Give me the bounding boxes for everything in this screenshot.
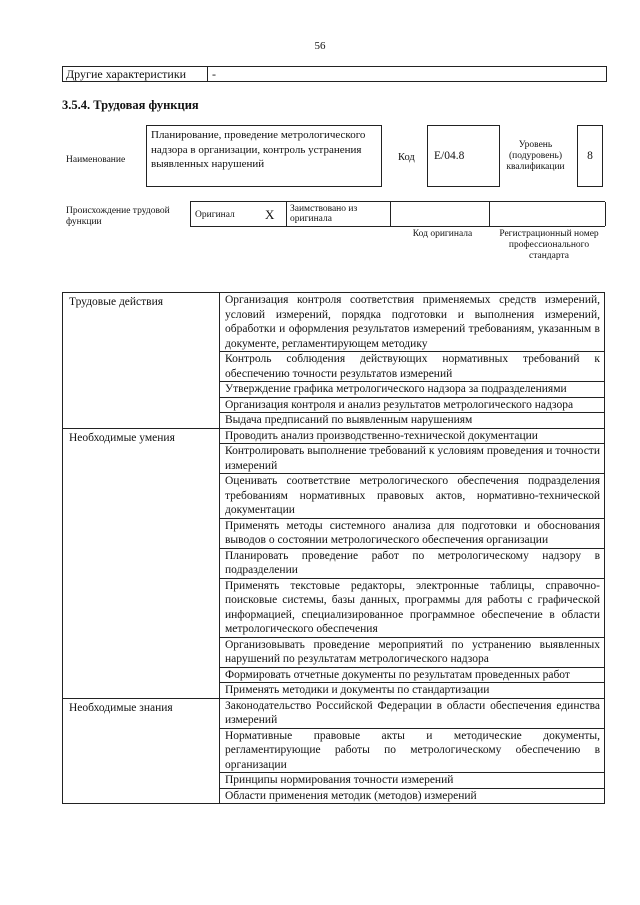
section-item: Проводить анализ производственно-технической документации [220,428,605,444]
section-item: Утверждение графика метрологического надзора за подразделениями [220,382,605,398]
section-item: Применять методики и документы по стандартизации [220,683,605,699]
section-item: Организовывать проведение мероприятий по устранению выявленных нарушений по результатам метрологического надзора [220,637,605,667]
registration-number-cell [490,202,606,226]
section-item: Применять текстовые редакторы, электронные таблицы, справочно-поисковые системы, базы данных, программы для работы с графической информацией, специализированное программное обеспечение в области метрологического обеспечения [220,578,605,637]
borrowed-label: Заимствовано из оригинала [287,202,391,226]
origin-label: Происхождение трудовой функции [66,206,170,227]
table-row [63,698,605,728]
section-item: Оценивать соответствие метрологического обеспечения подразделения требованиям нормативных правовых актов, нормативно-технической документации [220,474,605,519]
original-cell [191,202,287,226]
section-item: Планировать проведение работ по метрологическому надзору в подразделении [220,548,605,578]
section-category-label: Необходимые знания [63,698,220,804]
table-row [63,293,605,352]
original-code-cell [392,202,490,226]
section-item: Формировать отчетные документы по результатам проведенных работ [220,667,605,683]
other-characteristics-label: Другие характеристики [63,67,208,81]
section-category-label: Трудовые действия [63,293,220,429]
original-code-caption: Код оригинала [412,229,473,239]
section-item: Организация контроля соответствия применяемых средств измерений, условий измерений, порядка подготовки и выполнения измерений, обработки и оформления результатов измерений требованиям, указанным в документе, регламентирующем методику [220,293,605,352]
code-label: Код [398,152,415,163]
page-number: 56 [314,40,326,52]
section-item: Контроль соблюдения действующих нормативных требований к обеспечению точности результатов измерений [220,352,605,382]
registration-number-caption: Регистрационный номер профессионального стандарта [499,229,599,261]
labor-function-table [62,292,605,804]
table-row [63,428,605,444]
qualification-level-label: Уровень (подуровень) квалификации [506,140,565,172]
section-item: Законодательство Российской Федерации в области обеспечения единства измерений [220,698,605,728]
section-item: Выдача предписаний по выявленным нарушениям [220,413,605,429]
code-value: E/04.8 [427,125,500,187]
origin-row [190,201,605,227]
section-item: Применять методы системного анализа для подготовки и обоснования выводов о состоянии метрологического обеспечения организации [220,518,605,548]
section-item: Контролировать выполнение требований к условиям проведения и точности измерений [220,444,605,474]
section-item: Принципы нормирования точности измерений [220,773,605,789]
name-label: Наименование [66,155,126,165]
section-item: Области применения методик (методов) измерений [220,788,605,804]
function-name: Планирование, проведение метрологического надзора в организации, контроль устранения выявленных нарушений [146,125,382,187]
section-title: 3.5.4. Трудовая функция [62,98,199,112]
other-characteristics-row [62,66,607,82]
section-item: Организация контроля и анализ результатов метрологического надзора [220,397,605,413]
original-label: Оригинал [195,210,235,220]
qualification-level-value: 8 [577,125,603,187]
other-characteristics-value: - [212,67,216,81]
section-item: Нормативные правовые акты и методические документы, регламентирующие работы по метрологическому обеспечению в организации [220,728,605,773]
original-mark: X [265,207,275,222]
section-category-label: Необходимые умения [63,428,220,698]
